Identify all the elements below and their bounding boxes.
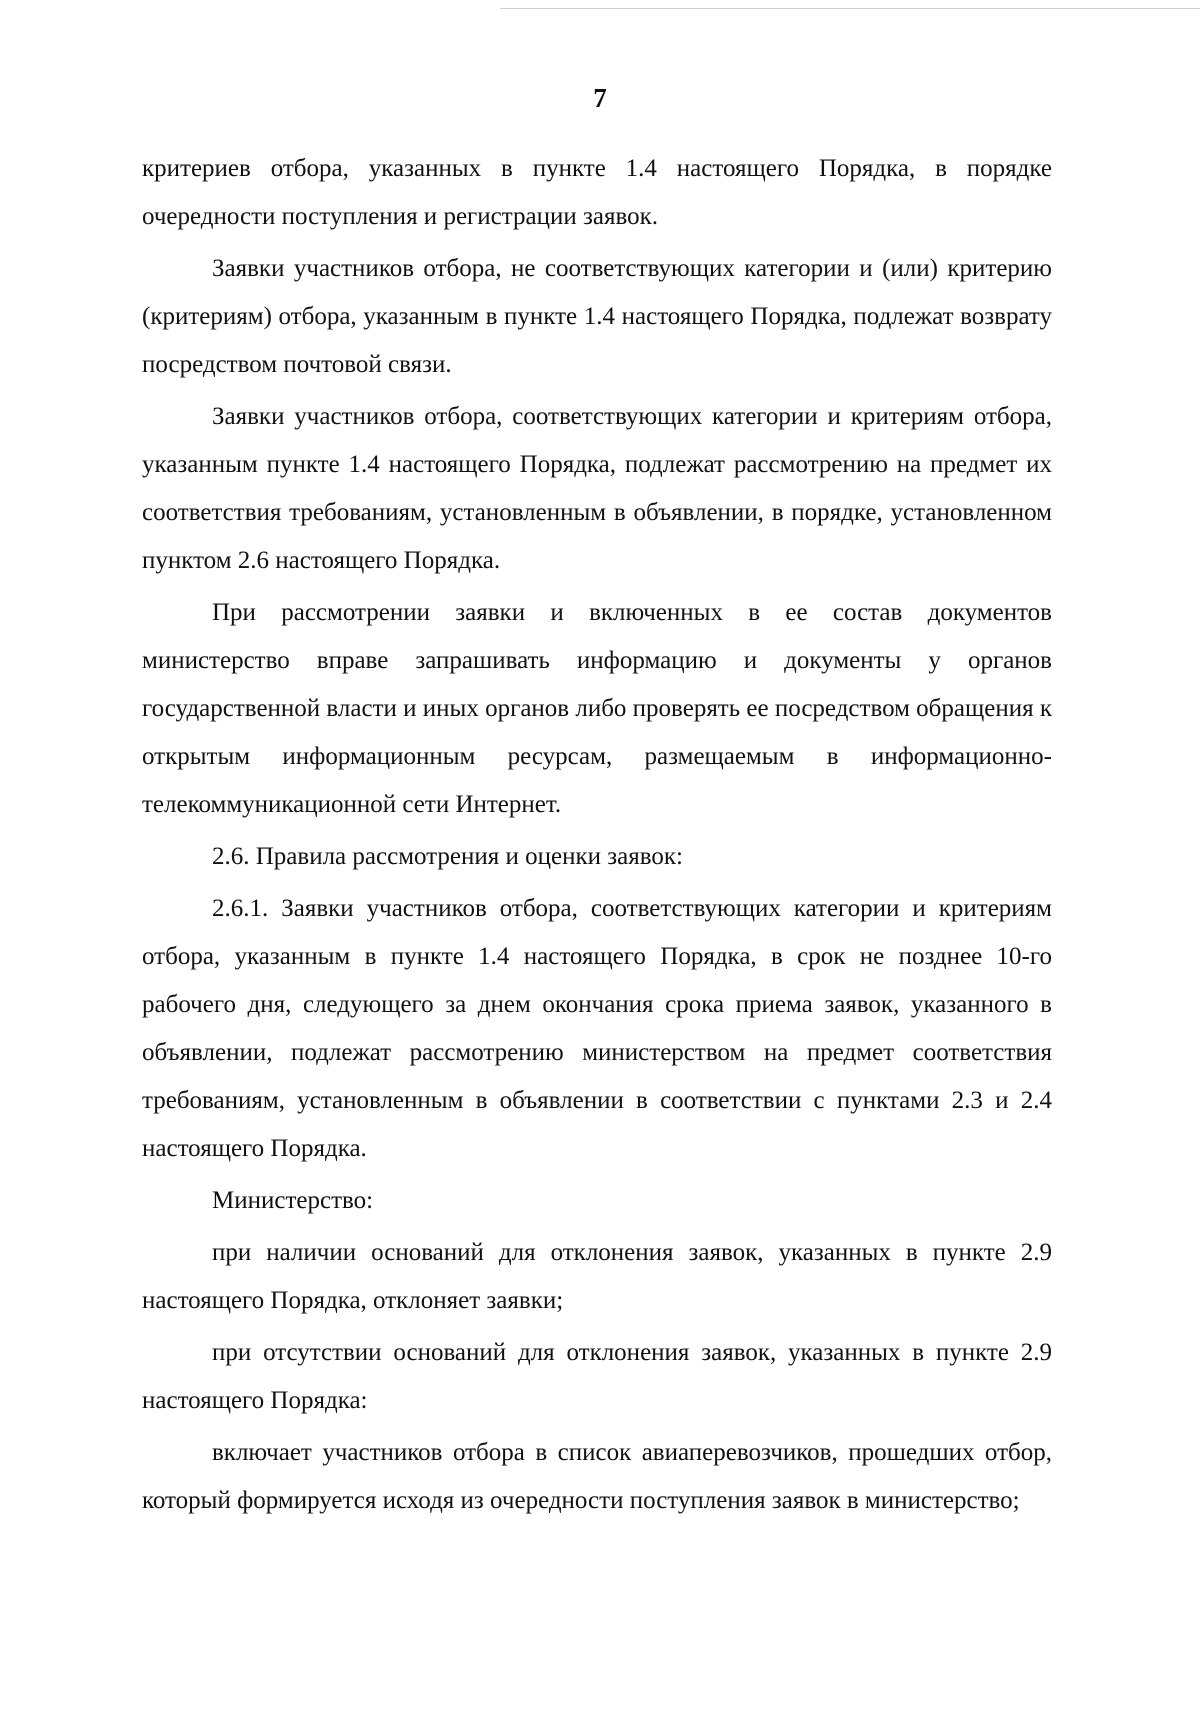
paragraph: Заявки участников отбора, не соответствующих категории и (или) критерию (критериям) отбора, указанным в пункте 1.4 настоящего Порядка, подлежат возврату посредством почтовой связи.	[142, 255, 1052, 378]
scan-edge-line	[500, 8, 1200, 9]
paragraph: Министерство:	[212, 1187, 374, 1214]
document-body	[142, 145, 1052, 1529]
paragraph: Заявки участников отбора, соответствующих категории и критериям отбора, указанным пункте 1.4 настоящего Порядка, подлежат рассмотрению на предмет их соответствия требованиям, установленным в объявлении, в порядке, установленном пунктом 2.6 настоящего Порядка.	[142, 403, 1052, 574]
paragraph: критериев отбора, указанных в пункте 1.4 настоящего Порядка, в порядке очередности поступления и регистрации заявок.	[142, 155, 1052, 230]
paragraph: 2.6.1. Заявки участников отбора, соответствующих категории и критериям отбора, указанным в пункте 1.4 настоящего Порядка, в срок не позднее 10-го рабочего дня, следующего за днем окончания срока приема заявок, указанного в объявлении, подлежат рассмотрению министерством на предмет соответствия требованиям, установленным в объявлении в соответствии с пунктами 2.3 и 2.4 настоящего Порядка.	[142, 895, 1052, 1162]
paragraph: при отсутствии оснований для отклонения заявок, указанных в пункте 2.9 настоящего Порядка:	[142, 1339, 1052, 1414]
page-number: 7	[593, 83, 607, 113]
paragraph: при наличии оснований для отклонения заявок, указанных в пункте 2.9 настоящего Порядка, отклоняет заявки;	[142, 1239, 1052, 1314]
section-heading: 2.6. Правила рассмотрения и оценки заявок:	[212, 843, 683, 870]
paragraph: включает участников отбора в список авиаперевозчиков, прошедших отбор, который формируется исходя из очередности поступления заявок в министерство;	[142, 1439, 1052, 1514]
paragraph: При рассмотрении заявки и включенных в ее состав документов министерство вправе запрашивать информацию и документы у органов государственной власти и иных органов либо проверять ее посредством обращения к открытым информационным ресурсам, размещаемым в информационно-телекоммуникационной сети Интернет.	[142, 599, 1052, 818]
